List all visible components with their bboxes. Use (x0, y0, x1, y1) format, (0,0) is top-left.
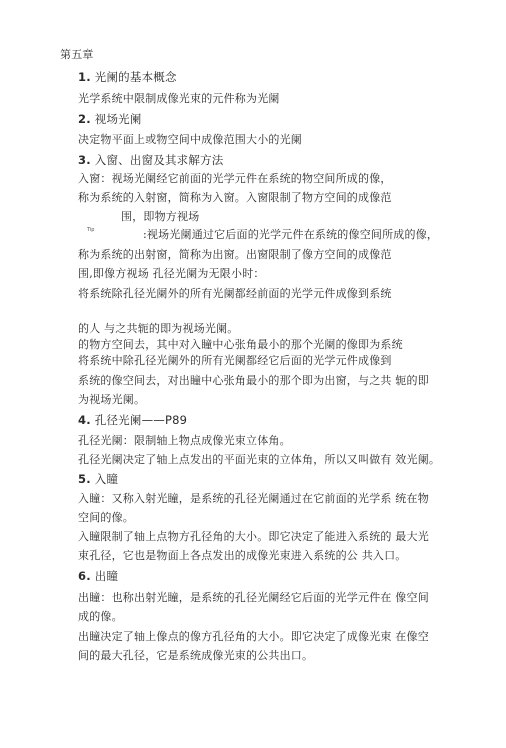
paragraph-line: 光学系统中限制成像光束的元件称为光阑 (78, 92, 280, 105)
section-number: 1. (78, 70, 91, 84)
paragraph-line: :视场光阑通过它后面的光学元件在系统的像空间所成的像， (143, 228, 439, 241)
paragraph-line: 称为系统的出射窗，简称为出窗。出窗限制了像方空间的成像范 (78, 248, 392, 261)
section-title: 入瞳 (94, 472, 119, 486)
paragraph-line: 为视场光阑。 (78, 393, 146, 406)
section-title: 光阑的基本概念 (94, 70, 177, 84)
paragraph-line: 孔径光阑决定了轴上点发出的平面光束的立体角，所以又叫做有 效光阑。 (78, 453, 441, 466)
paragraph-line: 入瞳限制了轴上点物方孔径角的大小。即它决定了能进入系统的 最大光 (78, 530, 429, 543)
section-heading-3 (78, 153, 223, 167)
section-title: 入窗、出窗及其求解方法 (94, 153, 224, 167)
paragraph-line: 入瞳：又称入射光瞳，是系统的孔径光阑通过在它前面的光学系 统在物 (78, 492, 429, 505)
paragraph-line: 围,即像方视场 孔径光阑为无限小时： (78, 267, 265, 280)
section-heading-4 (78, 413, 187, 427)
paragraph-line: 将系统除孔径光阑外的所有光阑都经前面的光学元件成像到系统 (78, 287, 392, 300)
section-title: 出瞳 (94, 569, 119, 583)
paragraph-line: 入窗：视场光阑经它前面的光学元件在系统的物空间所成的像， (78, 172, 392, 185)
paragraph-line: 的物方空间去，其中对入瞳中心张角最小的那个光阑的像即为系统 (78, 338, 403, 351)
paragraph-line: 围，即物方视场 (121, 210, 200, 223)
paragraph-line: 决定物平面上或物空间中成像范围大小的光阑 (78, 133, 302, 146)
paragraph-line: 出瞳决定了轴上像点的像方孔径角的大小。即它决定了成像光束 在像空 (78, 630, 429, 643)
paragraph-line: 空间的像。 (78, 511, 134, 524)
chapter-title: 第五章 (60, 48, 94, 61)
section-number: 3. (78, 153, 91, 167)
section-heading-2 (78, 112, 142, 126)
paragraph-line: 成的像。 (78, 610, 123, 623)
paragraph-line: 将系统中除孔径光阑外的所有光阑都经它后面的光学元件成像到 (78, 354, 392, 367)
paragraph-line: 间的最大孔径，它是系统成像光束的公共出口。 (78, 649, 314, 662)
paragraph-line: 称为系统的入射窗，简称为入窗。入窗限制了物方空间的成像范 (78, 191, 392, 204)
paragraph-line: 出瞳：也称出射光瞳，是系统的孔径光阑经它后面的光学元件在 像空间 (78, 591, 429, 604)
paragraph-line: 系统的像空间去，对出瞳中心张角最小的那个即为出窗，与之共 轭的即 (78, 374, 429, 387)
section-number: 4. (78, 413, 91, 427)
section-number: 2. (78, 112, 91, 126)
paragraph-line: 的人 与之共轭的即为视场光阑。 (78, 322, 239, 335)
section-title: 孔径光阑——P89 (94, 413, 188, 427)
section-heading-1 (78, 70, 177, 84)
tiny-mark: Tip (87, 227, 95, 233)
section-heading-6 (78, 569, 118, 583)
section-heading-5 (78, 472, 118, 486)
section-title: 视场光阑 (94, 112, 142, 126)
paragraph-line: 束孔径，它也是物面上各点发出的成像光束进入系统的公 共入口。 (78, 549, 407, 562)
section-number: 5. (78, 472, 91, 486)
paragraph-line: 孔径光阑：限制轴上物点成像光束立体角。 (78, 434, 291, 447)
section-number: 6. (78, 569, 91, 583)
